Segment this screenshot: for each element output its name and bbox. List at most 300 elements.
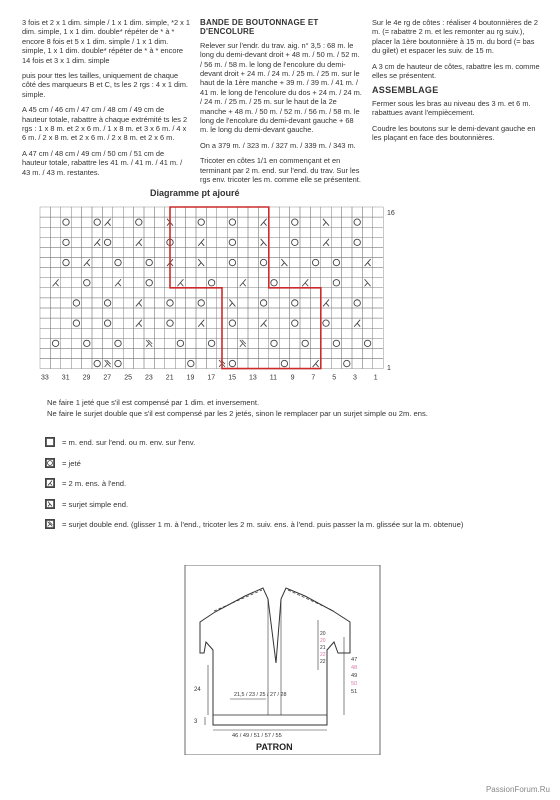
- chart-cell: [373, 227, 383, 237]
- chart-cell: [331, 227, 341, 237]
- section-heading: ASSEMBLAGE: [372, 85, 439, 96]
- chart-cell: [279, 278, 289, 288]
- column-label: 13: [249, 374, 257, 382]
- k2tog-mark: [84, 259, 90, 266]
- chart-cell: [123, 278, 133, 288]
- yarn-over-mark: [136, 219, 142, 225]
- yarn-over-mark: [229, 239, 235, 245]
- k2tog-mark: [53, 279, 59, 286]
- chart-cell: [238, 308, 248, 318]
- chart-cell: [342, 318, 352, 328]
- chart-cell: [186, 217, 196, 227]
- chart-cell: [362, 359, 372, 369]
- chart-cell: [165, 338, 175, 348]
- chart-cell: [342, 328, 352, 338]
- chart-cell: [331, 207, 341, 217]
- chart-cell: [123, 348, 133, 358]
- chart-cell: [61, 348, 71, 358]
- chart-cell: [310, 288, 320, 298]
- chart-cell: [238, 247, 248, 257]
- chart-cell: [342, 308, 352, 318]
- chart-cell: [186, 348, 196, 358]
- chart-cell: [71, 258, 81, 268]
- chart-cell: [206, 217, 216, 227]
- chart-cell: [71, 207, 81, 217]
- k2tog-mark: [365, 259, 371, 266]
- chart-cell: [71, 328, 81, 338]
- chart-cell: [71, 348, 81, 358]
- chart-cell: [82, 348, 92, 358]
- chart-cell: [61, 338, 71, 348]
- k2tog-mark: [105, 219, 111, 226]
- chart-cell: [82, 207, 92, 217]
- paragraph: Fermer sous les bras au niveau des 3 m. et 6 m. rabattues avant l'empiècement.: [372, 98, 531, 118]
- paragraph: puis pour ttes les tailles, uniquement de chaque côté des marqueurs B et C, ts les 2 rgs : 4 x 1 dim. simple.: [22, 71, 188, 99]
- raglan-label: 20: [320, 638, 326, 644]
- legend-text: = jeté: [62, 459, 81, 468]
- k2tog-mark: [136, 239, 142, 246]
- chart-cell: [321, 207, 331, 217]
- chart-cell: [238, 318, 248, 328]
- chart-cell: [310, 338, 320, 348]
- chart-cell: [50, 207, 60, 217]
- chart-cell: [50, 288, 60, 298]
- chart-cell: [206, 207, 216, 217]
- chart-cell: [154, 359, 164, 369]
- chart-cell: [321, 268, 331, 278]
- chart-cell: [238, 328, 248, 338]
- chart-cell: [352, 258, 362, 268]
- chart-cell: [82, 359, 92, 369]
- chart-cell: [290, 348, 300, 358]
- yarn-over-mark: [104, 239, 110, 245]
- chart-cell: [196, 359, 206, 369]
- chart-cell: [40, 247, 50, 257]
- k2tog-mark: [136, 320, 142, 327]
- yarn-over-mark: [104, 300, 110, 306]
- watermark-text: PassionForum.Ru: [485, 785, 550, 794]
- chart-cell: [248, 258, 258, 268]
- chart-cell: [300, 308, 310, 318]
- chart-cell: [331, 359, 341, 369]
- chart-cell: [154, 308, 164, 318]
- chart-cell: [290, 207, 300, 217]
- chart-cell: [71, 278, 81, 288]
- chart-cell: [123, 359, 133, 369]
- yarn-over-mark: [302, 340, 308, 346]
- chart-cell: [123, 237, 133, 247]
- chart-cell: [196, 227, 206, 237]
- column-labels: [41, 375, 378, 382]
- k2tog-mark: [354, 320, 360, 327]
- chart-cell: [300, 247, 310, 257]
- k2tog-mark: [323, 239, 329, 246]
- double-decrease-mark: [146, 340, 152, 347]
- chart-cell: [186, 247, 196, 257]
- chart-cell: [238, 207, 248, 217]
- double-decrease-mark: [105, 360, 111, 367]
- chart-cell: [342, 338, 352, 348]
- chart-cell: [300, 288, 310, 298]
- chart-cell: [50, 258, 60, 268]
- legend-text: = surjet simple end.: [62, 500, 129, 509]
- chart-cell: [269, 217, 279, 227]
- k2tog-mark: [198, 239, 204, 246]
- chart-cell: [362, 318, 372, 328]
- yarn-over-mark: [229, 219, 235, 225]
- chart-cell: [61, 278, 71, 288]
- chart-cell: [61, 328, 71, 338]
- chart-cell: [186, 318, 196, 328]
- chart-cell: [134, 268, 144, 278]
- chart-cell: [61, 227, 71, 237]
- k2tog-mark: [115, 279, 121, 286]
- chart-cell: [144, 288, 154, 298]
- chart-cell: [362, 308, 372, 318]
- yarn-over-mark: [146, 280, 152, 286]
- chart-cell: [310, 308, 320, 318]
- chart-cell: [362, 348, 372, 358]
- chart-cell: [352, 227, 362, 237]
- chart-cell: [196, 348, 206, 358]
- chart-cell: [134, 278, 144, 288]
- chart-cell: [61, 308, 71, 318]
- chart-cell: [227, 348, 237, 358]
- chart-cell: [40, 338, 50, 348]
- chart-cell: [102, 258, 112, 268]
- chart-cell: [217, 247, 227, 257]
- chart-cell: [238, 298, 248, 308]
- chart-cell: [217, 207, 227, 217]
- row-label-top: 16: [387, 210, 395, 217]
- chart-cell: [71, 217, 81, 227]
- chart-cell: [144, 359, 154, 369]
- chart-cell: [258, 348, 268, 358]
- stitch-chart: [0, 0, 560, 395]
- chart-cell: [186, 298, 196, 308]
- chart-cell: [40, 308, 50, 318]
- chart-cell: [82, 268, 92, 278]
- chart-cell: [352, 268, 362, 278]
- chart-cell: [40, 348, 50, 358]
- column-label: 5: [332, 374, 337, 382]
- yarn-over-mark: [104, 320, 110, 326]
- chart-cell: [362, 247, 372, 257]
- column-label: 9: [290, 374, 295, 382]
- chart-cell: [186, 308, 196, 318]
- yarn-over-mark: [94, 219, 100, 225]
- chart-cell: [50, 359, 60, 369]
- chart-cell: [196, 247, 206, 257]
- length-label: 51: [351, 689, 358, 695]
- chart-cell: [154, 338, 164, 348]
- chart-cell: [373, 359, 383, 369]
- chart-cell: [300, 328, 310, 338]
- yarn-over-mark: [177, 340, 183, 346]
- column-label: 29: [82, 374, 91, 382]
- chart-cell: [154, 348, 164, 358]
- chart-cell: [352, 308, 362, 318]
- chart-cell: [113, 237, 123, 247]
- chart-cell: [362, 328, 372, 338]
- chart-cell: [248, 359, 258, 369]
- column-label: 23: [145, 374, 153, 382]
- k2tog-icon: [45, 478, 55, 488]
- chart-cell: [352, 359, 362, 369]
- chart-cell: [248, 328, 258, 338]
- chart-cell: [321, 288, 331, 298]
- chart-cell: [373, 278, 383, 288]
- chart-cell: [123, 227, 133, 237]
- chart-cell: [82, 217, 92, 227]
- ssk-mark: [281, 259, 287, 266]
- chart-cell: [92, 298, 102, 308]
- paragraph: Tricoter en côtes 1/1 en commençant et en terminant par 2 m. end. sur l'end. du trav. Sur les rgs env. tricoter les m. comme elle se présentent.: [200, 156, 361, 185]
- chart-cell: [248, 318, 258, 328]
- chart-cell: [40, 217, 50, 227]
- chart-cell: [248, 207, 258, 217]
- chart-cell: [342, 237, 352, 247]
- chart-cell: [279, 227, 289, 237]
- chart-cell: [331, 217, 341, 227]
- chart-cell: [269, 268, 279, 278]
- chart-cell: [217, 268, 227, 278]
- chart-cell: [310, 348, 320, 358]
- chart-cell: [206, 227, 216, 237]
- chart-cell: [206, 237, 216, 247]
- yarn-over-mark: [115, 259, 121, 265]
- column-label: 7: [311, 374, 316, 382]
- chart-cell: [144, 308, 154, 318]
- chart-cell: [331, 237, 341, 247]
- chart-cell: [123, 268, 133, 278]
- chart-cell: [352, 338, 362, 348]
- chart-cell: [373, 328, 383, 338]
- note: Ne faire 1 jeté que s'il est compensé par 1 dim. et inversement.: [47, 398, 260, 407]
- chart-cell: [113, 207, 123, 217]
- chart-cell: [290, 278, 300, 288]
- chart-cell: [206, 258, 216, 268]
- chart-cell: [227, 328, 237, 338]
- chart-cell: [186, 258, 196, 268]
- chart-cell: [269, 288, 279, 298]
- chart-cell: [300, 318, 310, 328]
- column-label: 25: [124, 374, 132, 382]
- chart-cell: [238, 288, 248, 298]
- chart-cell: [102, 328, 112, 338]
- chart-cell: [165, 288, 175, 298]
- yarn-over-mark: [323, 320, 329, 326]
- chart-cell: [61, 318, 71, 328]
- yarn-over-mark: [333, 259, 339, 265]
- chart-cell: [175, 247, 185, 257]
- chart-cell: [154, 237, 164, 247]
- chart-cell: [331, 298, 341, 308]
- chart-cell: [134, 227, 144, 237]
- yarn-over-mark: [312, 259, 318, 265]
- chart-cell: [331, 308, 341, 318]
- yarn-over-mark: [292, 219, 298, 225]
- chart-cell: [71, 268, 81, 278]
- chart-cell: [113, 217, 123, 227]
- chart-cell: [321, 338, 331, 348]
- chart-cell: [331, 247, 341, 257]
- chart-cell: [82, 247, 92, 257]
- chart-cell: [373, 308, 383, 318]
- chart-cell: [175, 207, 185, 217]
- chart-cell: [61, 207, 71, 217]
- yarn-over-mark: [52, 340, 58, 346]
- yarn-over-mark: [333, 340, 339, 346]
- yarn-over-mark: [354, 239, 360, 245]
- chart-cell: [40, 227, 50, 237]
- chart-cell: [248, 237, 258, 247]
- chart-cell: [102, 268, 112, 278]
- chart-cell: [186, 338, 196, 348]
- chart-cell: [102, 207, 112, 217]
- chart-cell: [50, 298, 60, 308]
- chart-cell: [102, 288, 112, 298]
- ssk-mark: [323, 219, 329, 226]
- chart-cell: [279, 217, 289, 227]
- chart-cell: [279, 318, 289, 328]
- chart-cell: [269, 328, 279, 338]
- chart-cell: [300, 227, 310, 237]
- column-label: 27: [103, 374, 112, 382]
- k2tog-mark: [313, 360, 319, 367]
- chart-cell: [290, 308, 300, 318]
- chart-cell: [61, 359, 71, 369]
- chart-cell: [61, 298, 71, 308]
- chart-cell: [102, 308, 112, 318]
- chart-cell: [92, 268, 102, 278]
- yarn-over-mark: [167, 320, 173, 326]
- bottom-width-label: 46 / 49 / 51 / 57 / 55: [232, 733, 282, 739]
- chart-cell: [92, 328, 102, 338]
- paragraph: Coudre les boutons sur le demi-devant gauche en les plaçant en face des boutonnières.: [372, 123, 536, 143]
- chart-cell: [144, 268, 154, 278]
- chart-cell: [362, 268, 372, 278]
- chart-cell: [50, 308, 60, 318]
- chart-cell: [134, 359, 144, 369]
- chart-cell: [248, 298, 258, 308]
- chart-cell: [175, 308, 185, 318]
- chart-cell: [82, 318, 92, 328]
- chart-cell: [362, 237, 372, 247]
- chart-cell: [290, 359, 300, 369]
- chart-cell: [227, 338, 237, 348]
- chart-cell: [123, 338, 133, 348]
- yarn-over-mark: [115, 360, 121, 366]
- patron-title: PATRON: [256, 742, 293, 752]
- chart-cell: [362, 207, 372, 217]
- column-label: 3: [353, 374, 357, 382]
- yarn-over-mark: [115, 340, 121, 346]
- chart-cell: [310, 328, 320, 338]
- paragraph: A 3 cm de hauteur de côtes, rabattre les m. comme elles se présentent.: [372, 61, 540, 81]
- k2tog-mark: [177, 279, 183, 286]
- chart-cell: [238, 258, 248, 268]
- chart-cell: [40, 359, 50, 369]
- chart-cell: [269, 247, 279, 257]
- ssk-mark: [261, 239, 267, 246]
- yarn-over-mark: [229, 320, 235, 326]
- row-label-bottom: 1: [387, 365, 391, 372]
- chart-cell: [154, 278, 164, 288]
- chart-cell: [279, 348, 289, 358]
- yarn-over-mark: [63, 219, 69, 225]
- chart-cell: [310, 318, 320, 328]
- yarn-over-mark: [208, 340, 214, 346]
- chart-cell: [123, 298, 133, 308]
- chart-cell: [134, 308, 144, 318]
- chart-cell: [248, 308, 258, 318]
- column-label: 15: [228, 374, 236, 382]
- k2tog-mark: [136, 299, 142, 306]
- chart-cell: [206, 247, 216, 257]
- chart-cell: [258, 359, 268, 369]
- chart-cell: [290, 247, 300, 257]
- chart-cell: [342, 298, 352, 308]
- chart-cell: [175, 348, 185, 358]
- chart-cell: [331, 328, 341, 338]
- chart-cell: [50, 348, 60, 358]
- chart-cell: [310, 268, 320, 278]
- chart-cell: [290, 328, 300, 338]
- chart-cell: [342, 217, 352, 227]
- chart-cell: [175, 318, 185, 328]
- chart-cell: [175, 359, 185, 369]
- chart-cell: [144, 207, 154, 217]
- chart-cell: [342, 227, 352, 237]
- chart-cell: [290, 288, 300, 298]
- chart-cell: [238, 227, 248, 237]
- chart-cell: [165, 328, 175, 338]
- chart-cell: [321, 359, 331, 369]
- inner-width-label: 21,5 / 23 / 25 / 27 / 28: [234, 692, 287, 698]
- chart-cell: [40, 288, 50, 298]
- chart-cell: [134, 207, 144, 217]
- yarn-over-mark: [73, 320, 79, 326]
- yarn-over-mark: [84, 280, 90, 286]
- chart-cell: [196, 268, 206, 278]
- chart-cell: [206, 359, 216, 369]
- yarn-over-mark: [292, 320, 298, 326]
- chart-cell: [92, 258, 102, 268]
- chart-cell: [321, 227, 331, 237]
- chart-cell: [352, 247, 362, 257]
- yarn-over-mark: [271, 340, 277, 346]
- chart-cell: [269, 318, 279, 328]
- chart-cell: [279, 268, 289, 278]
- chart-cell: [154, 328, 164, 338]
- chart-cell: [92, 338, 102, 348]
- chart-cell: [154, 207, 164, 217]
- chart-cell: [248, 247, 258, 257]
- chart-cell: [269, 359, 279, 369]
- ssk-mark: [229, 299, 235, 306]
- chart-cell: [248, 217, 258, 227]
- k2tog-mark: [261, 320, 267, 327]
- chart-cell: [331, 348, 341, 358]
- chart-cell: [165, 348, 175, 358]
- yarn-over-mark: [271, 280, 277, 286]
- yarn-over-mark: [63, 259, 69, 265]
- length-labels: [351, 657, 357, 695]
- chart-cell: [71, 308, 81, 318]
- chart-cell: [123, 308, 133, 318]
- chart-cell: [373, 258, 383, 268]
